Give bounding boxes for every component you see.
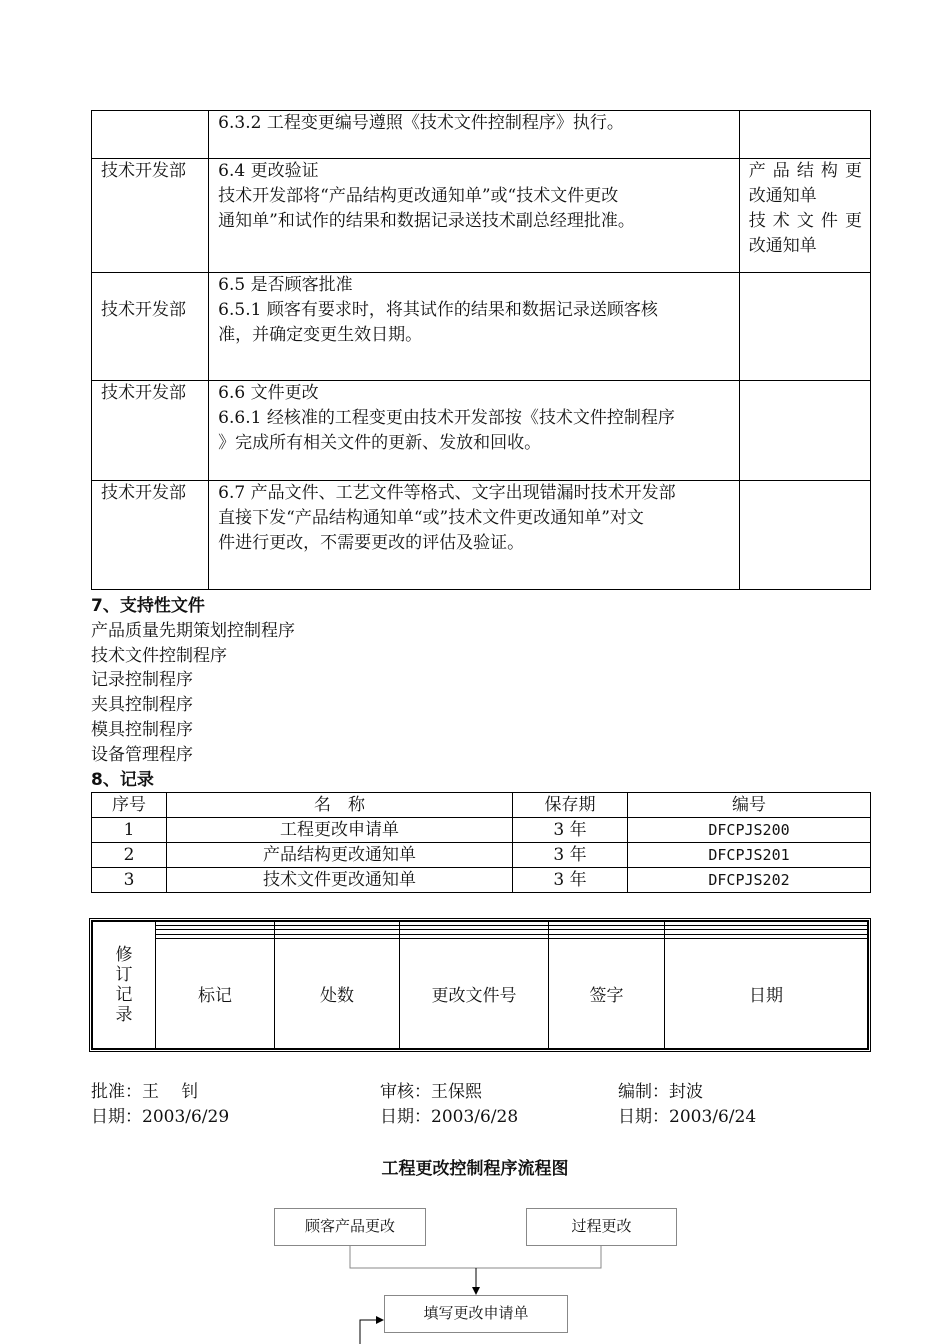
revision-header: 日期 (665, 938, 868, 1048)
records-header: 编号 (628, 793, 871, 818)
revision-header: 更改文件号 (400, 938, 549, 1048)
procedure-line: 》完成所有相关文件的更新、发放和回收。 (218, 433, 542, 453)
record-retention: 3 年 (513, 818, 628, 843)
compiler: 编制：封波 (618, 1082, 703, 1102)
record-name: 工程更改申请单 (167, 818, 513, 843)
records-header: 名 称 (167, 793, 513, 818)
revision-header: 标记 (156, 938, 275, 1048)
record-retention: 3 年 (513, 843, 628, 868)
procedure-line: 准，并确定变更生效日期。 (218, 325, 423, 345)
procedure-line: 直接下发“产品结构通知单“或”技术文件更改通知单”对文 (218, 508, 644, 528)
record-code: DFCPJS200 (628, 818, 871, 843)
dept-cell: 技术开发部 (92, 481, 209, 590)
revision-side-char: 修 (115, 945, 133, 965)
revision-side-char: 订 (115, 965, 133, 985)
revision-header: 处数 (275, 938, 400, 1048)
support-doc-item: 记录控制程序 (91, 670, 193, 690)
review-date: 日期：2003/6/28 (380, 1107, 519, 1127)
dept-cell: 技术开发部 (92, 381, 209, 481)
dept-cell: 技术开发部 (92, 273, 209, 381)
record-code: DFCPJS201 (628, 843, 871, 868)
dept-cell: 技术开发部 (92, 159, 209, 273)
record-line: 改通知单 (748, 236, 817, 256)
flow-node-fill-request: 填写更改申请单 (384, 1295, 568, 1333)
record-line: 产品结构更 (748, 161, 862, 181)
procedure-line: 6.6.1 经核准的工程变更由技术开发部按《技术文件控制程序 (218, 408, 675, 428)
flowchart-title: 工程更改控制程序流程图 (381, 1159, 569, 1179)
procedure-line: 6.4 更改验证 (218, 161, 319, 181)
procedure-line: 6.5 是否顾客批准 (218, 275, 353, 295)
record-index: 1 (92, 818, 167, 843)
record-code: DFCPJS202 (628, 868, 871, 893)
compile-date: 日期：2003/6/24 (618, 1107, 757, 1127)
reviewer: 审核：王保熙 (380, 1082, 482, 1102)
record-line: 技术文件更 (748, 211, 862, 231)
support-doc-item: 设备管理程序 (91, 745, 193, 765)
approve-date: 日期：2003/6/29 (91, 1107, 230, 1127)
support-doc-item: 产品质量先期策划控制程序 (91, 621, 295, 641)
procedure-line: 技术开发部将“产品结构更改通知单”或“技术文件更改 (218, 186, 619, 206)
procedure-line: 6.7 产品文件、工艺文件等格式、文字出现错漏时技术开发部 (218, 483, 676, 503)
procedure-line: 6.6 文件更改 (218, 383, 319, 403)
record-retention: 3 年 (513, 868, 628, 893)
record-line: 改通知单 (748, 186, 817, 206)
flow-node-process-change: 过程更改 (526, 1208, 677, 1246)
procedure-line: 6.5.1 顾客有要求时，将其试作的结果和数据记录送顾客核 (218, 300, 658, 320)
revision-side-char: 录 (115, 1005, 133, 1025)
procedure-line: 件进行更改，不需要更改的评估及验证。 (218, 533, 525, 553)
records-header: 序号 (92, 793, 167, 818)
procedure-line: 6.3.2 工程变更编号遵照《技术文件控制程序》执行。 (218, 113, 624, 133)
section7-title: 7、支持性文件 (91, 596, 205, 616)
support-doc-item: 夹具控制程序 (91, 695, 193, 715)
loop-connector (360, 1320, 376, 1344)
support-doc-item: 模具控制程序 (91, 720, 193, 740)
procedure-line: 通知单”和试作的结果和数据记录送技术副总经理批准。 (218, 211, 635, 231)
support-doc-item: 技术文件控制程序 (91, 646, 227, 666)
record-name: 技术文件更改通知单 (167, 868, 513, 893)
records-header: 保存期 (513, 793, 628, 818)
section8-title: 8、记录 (91, 770, 154, 790)
record-index: 3 (92, 868, 167, 893)
approver: 批准：王 钊 (91, 1082, 199, 1102)
revision-side-char: 记 (115, 985, 133, 1005)
revision-header: 签字 (549, 938, 665, 1048)
record-name: 产品结构更改通知单 (167, 843, 513, 868)
flow-node-customer-change: 顾客产品更改 (274, 1208, 426, 1246)
arrowhead-down (472, 1287, 480, 1295)
record-index: 2 (92, 843, 167, 868)
arrowhead-right (376, 1316, 384, 1324)
merge-connector (350, 1245, 601, 1268)
